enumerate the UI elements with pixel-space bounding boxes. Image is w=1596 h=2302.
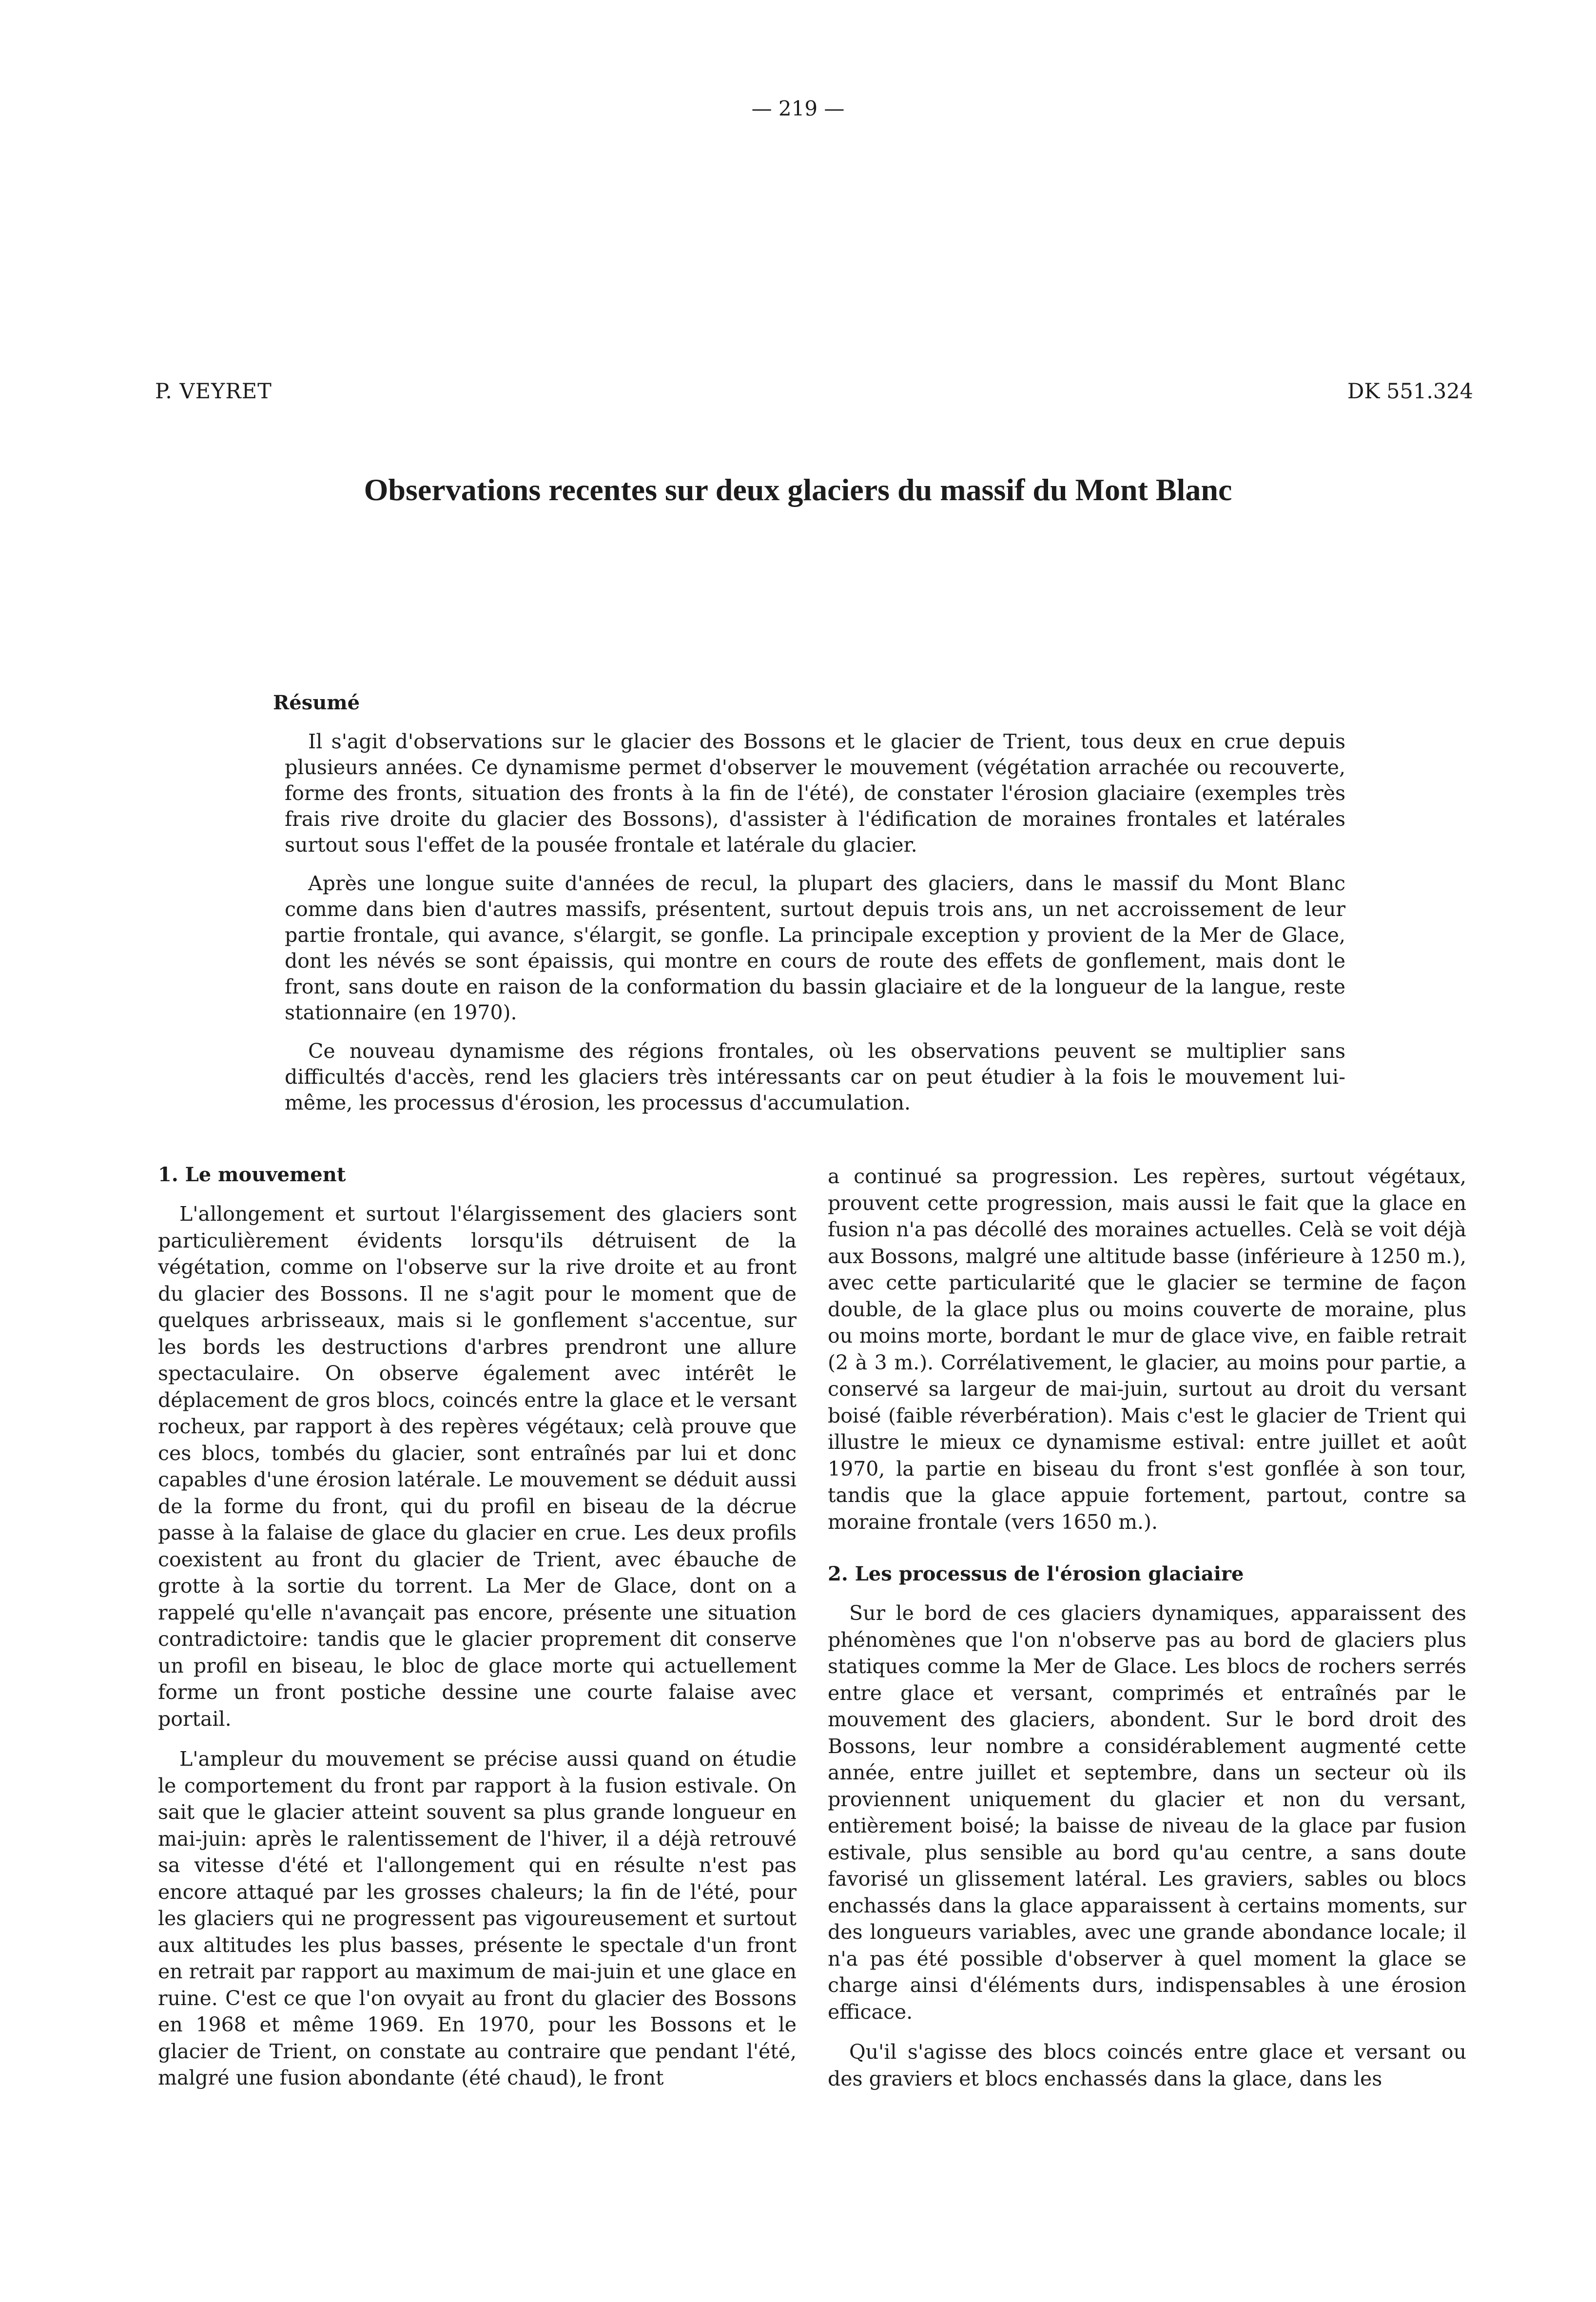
page-number: — 219 — (751, 97, 845, 120)
body-paragraph: L'allongement et surtout l'élargissement des glaciers sont particulièrement évidents lorsqu'ils détruisent de la végétation, comme on l'observe sur la rive droite et au front du glacier des Bossons. Il ne s'agit pour le moment que de quelques arbrisseaux, mais si le gonflement s'accentue, sur les bords les destructions d'arbres prendront une allure spectaculaire. On observe également avec intérêt le déplacement de gros blocs, coincés entre la glace et le versant rocheux, par rapport à des repères végétaux; celà prouve que ces blocs, tombés du glacier, sont entraînés par lui et donc capables d'une érosion latérale. Le mouvement se déduit aussi de la forme du front, qui du profil en biseau de la décrue passe à la falaise de glace du glacier en crue. Les deux profils coexistent au front du glacier de Trient, avec ébauche de grotte à la sortie du torrent. La Mer de Glace, dont on a rappelé qu'elle n'avançait pas encore, présente une situation contradictoire: tandis que le glacier proprement dit conserve un profil en biseau, le bloc de glace morte qui actuellement forme un front postiche dessine une courte falaise avec portail. (158, 1202, 797, 1731)
body-paragraph: L'ampleur du mouvement se précise aussi quand on étudie le comportement du front par rapport à la fusion estivale. On sait que le glacier atteint souvent sa plus grande longueur en mai-juin: après le ralentissement de l'hiver, il a déjà retrouvé sa vitesse d'été et l'allongement qui en résulte n'est pas encore attaqué par les grosses chaleurs; la fin de l'été, pour les glaciers qui ne progressent pas vigoureusement et surtout aux altitudes les plus basses, présente le spectale d'un front en retrait par rapport au maximum de mai-juin et une glace en ruine. C'est ce que l'on ovyait au front du glacier des Bossons en 1968 et même 1969. En 1970, pour les Bossons et le glacier de Trient, on constate au contraire que pendant l'été, malgré une fusion abondante (été chaud), le front (158, 1747, 797, 2089)
abstract (273, 691, 1345, 1129)
right-column (828, 1163, 1466, 2106)
section-heading-mouvement: 1. Le mouvement (158, 1163, 346, 1186)
abstract-paragraph-2: Après une longue suite d'années de recul, la plupart des glaciers, dans le massif du Mont Blanc comme dans bien d'autres massifs, présentent, surtout depuis trois ans, un net accroissement de leur partie frontale, qui avance, s'élargit, se gonfle. La principale exception y provient de la Mer de Glace, dont les névés se sont épaissis, qui montre en cours de route des effets de gonflement, mais dont le front, sans doute en raison de la conformation du bassin glaciaire et de la longueur de la langue, reste stationnaire (en 1970). (285, 872, 1345, 1024)
article-title: Observations recentes sur deux glaciers du massif du Mont Blanc (364, 472, 1232, 507)
section-heading-erosion: 2. Les processus de l'érosion glaciaire (828, 1562, 1244, 1585)
body-paragraph: Sur le bord de ces glaciers dynamiques, apparaissent des phénomènes que l'on n'observe pas au bord de glaciers plus statiques comme la Mer de Glace. Les blocs de rochers serrés entre glace et versant, comprimés et entraînés par le mouvement des glaciers, abondent. Sur le bord droit des Bossons, leur nombre a considérablement augmenté cette année, entre juillet et septembre, dans un secteur où ils proviennent uniquement du glacier et non du versant, entièrement boisé; la baisse de niveau de la glace par fusion estivale, plus sensible au bord qu'au centre, a sans doute favorisé un glissement latéral. Les graviers, sables ou blocs enchassés dans la glace apparaissent à certains moments, sur des longueurs variables, avec une grande abondance locale; il n'a pas été possible d'observer à quel moment la glace se charge ainsi d'éléments durs, indispensables à une érosion efficace. (828, 1601, 1466, 2024)
author: P. VEYRET (155, 379, 272, 404)
abstract-heading: Résumé (273, 691, 360, 714)
abstract-paragraph-3: Ce nouveau dynamisme des régions frontales, où les observations peuvent se multiplier sans difficultés d'accès, rend les glaciers très intéressants car on peut étudier à la fois le mouvement lui-même, les processus d'érosion, les processus d'accumulation. (285, 1039, 1345, 1114)
left-column (158, 1163, 797, 2105)
body-paragraph-continuation: a continué sa progression. Les repères, surtout végétaux, prouvent cette progression, mais aussi le fait que la glace en fusion n'a pas décollé des moraines actuelles. Celà se voit déjà aux Bossons, malgré une altitude basse (inférieure à 1250 m.), avec cette particularité que le glacier se termine de façon double, de la glace plus ou moins couverte de moraine, plus ou moins morte, bordant le mur de glace vive, en faible retrait (2 à 3 m.). Corrélativement, le glacier, au moins pour partie, a conservé sa largeur de mai-juin, surtout au droit du versant boisé (faible réverbération). Mais c'est le glacier de Trient qui illustre le mieux ce dynamisme estival: entre juillet et août 1970, la partie en biseau du front s'est gonflée à son tour, tandis que la glace appuie fortement, partout, contre sa moraine frontale (vers 1650 m.). (828, 1165, 1466, 1534)
dk-code: DK 551.324 (1347, 379, 1473, 404)
body-paragraph: Qu'il s'agisse des blocs coincés entre glace et versant ou des graviers et blocs enchassés dans la glace, dans les (828, 2040, 1466, 2090)
abstract-paragraph-1: Il s'agit d'observations sur le glacier des Bossons et le glacier de Trient, tous deux en crue depuis plusieurs années. Ce dynamisme permet d'observer le mouvement (végétation arrachée ou recouverte, forme des fronts, situation des fronts à la fin de l'été), de constater l'érosion glaciaire (exemples très frais rive droite du glacier des Bossons), d'assister à l'édification de moraines frontales et latérales surtout sous l'effet de la pousée frontale et latérale du glacier. (285, 730, 1345, 857)
